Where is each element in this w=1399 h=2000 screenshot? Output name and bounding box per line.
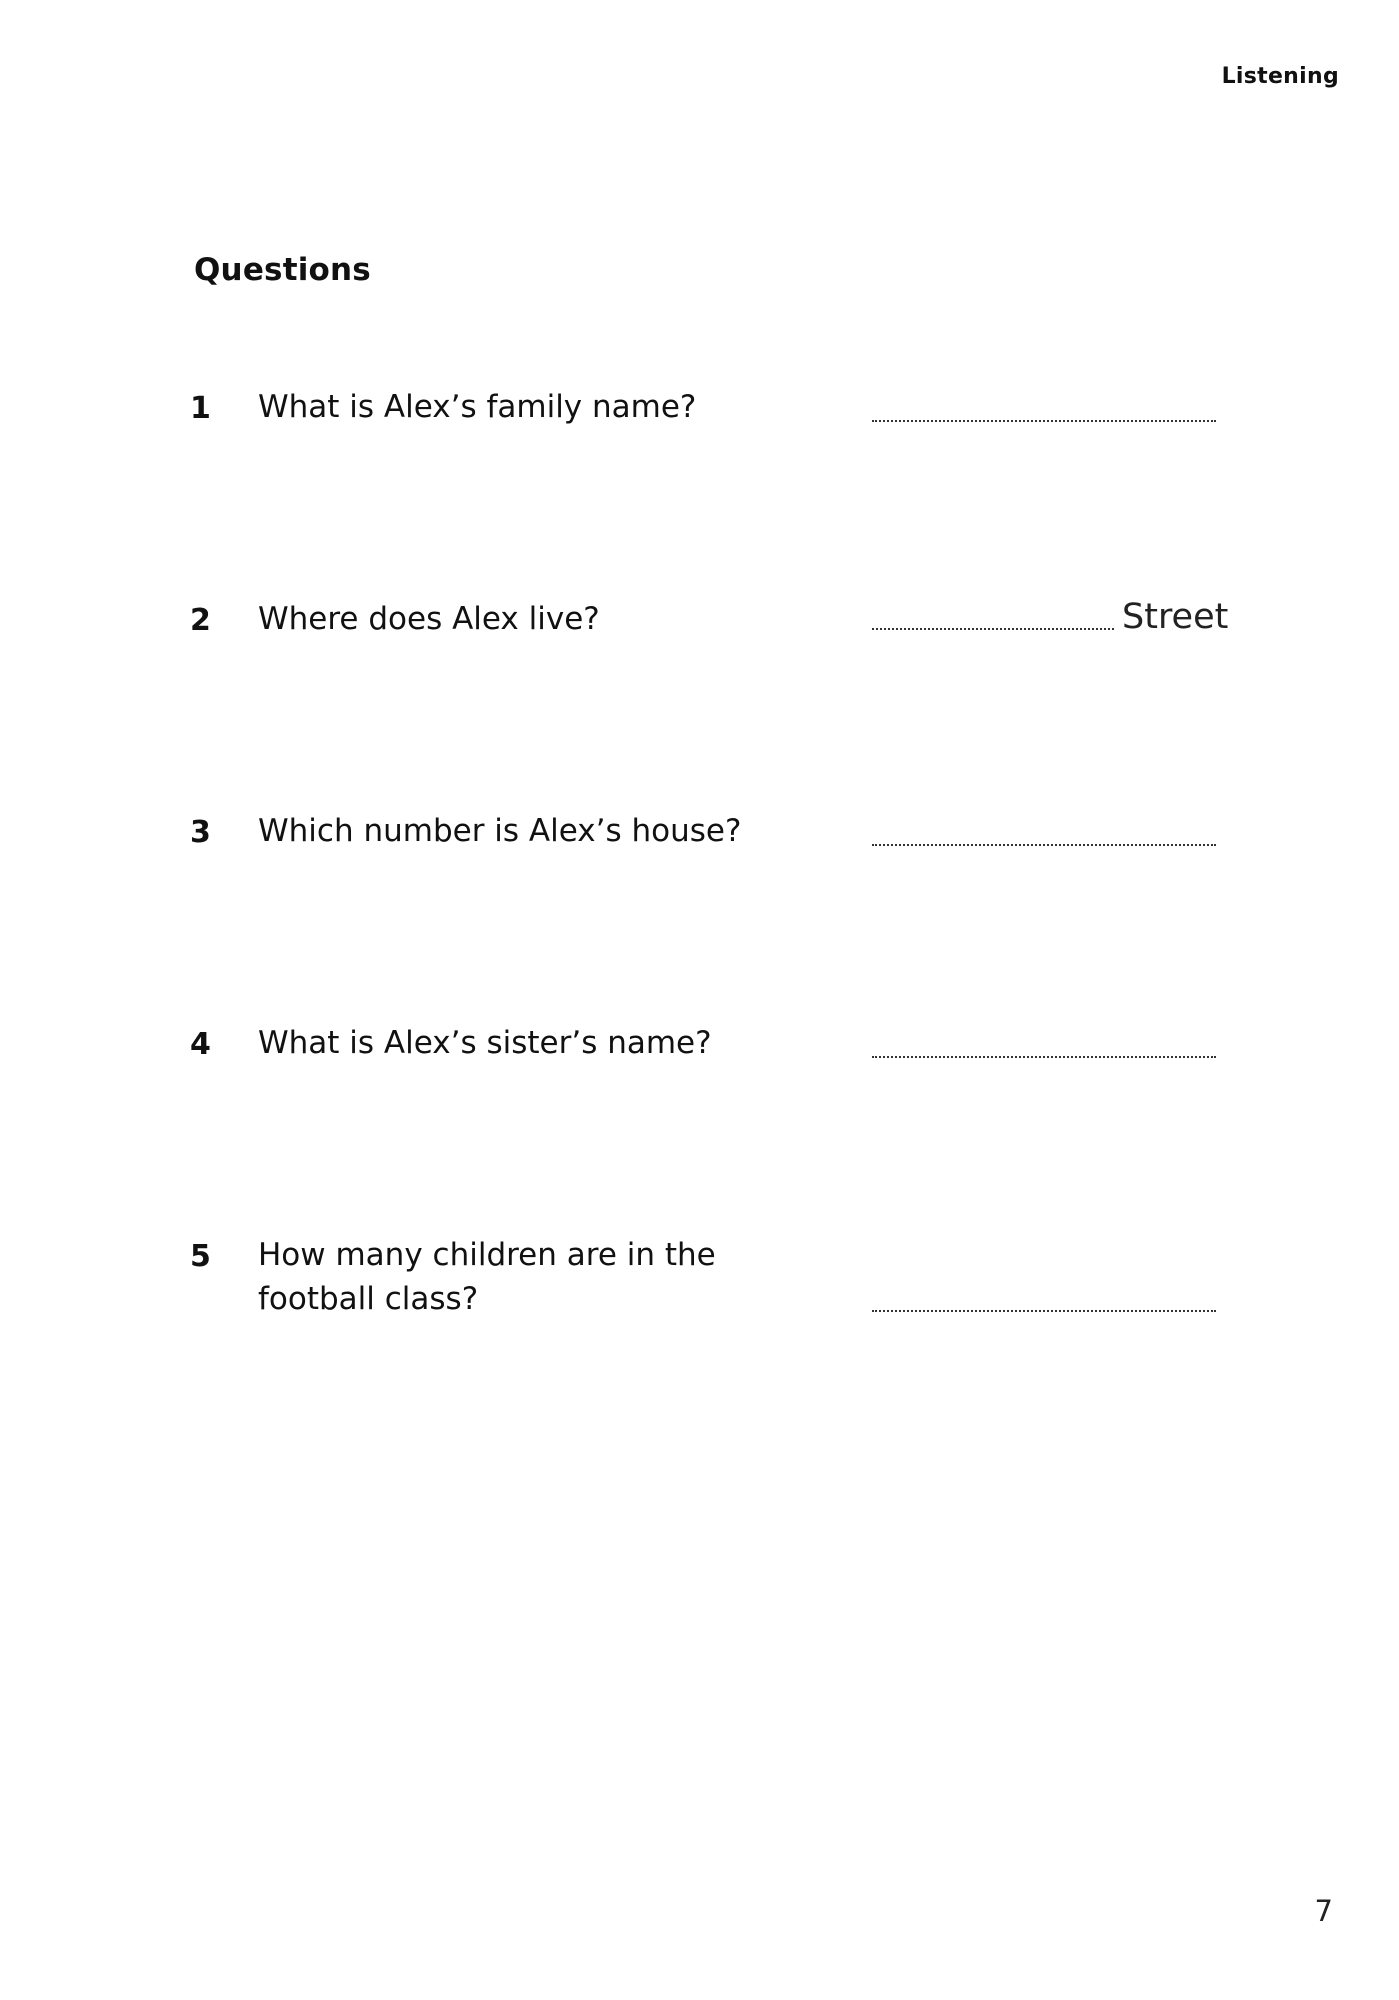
question-number: 5 (190, 1239, 211, 1274)
page-number: 7 (1314, 1894, 1333, 1928)
answer-field[interactable] (872, 597, 1232, 637)
question-number: 4 (190, 1027, 211, 1062)
answer-dotted-line (872, 628, 1114, 630)
question-text: What is Alex’s family name? (258, 389, 697, 425)
question-number: 3 (190, 815, 211, 850)
question-row (190, 815, 1230, 925)
question-text: What is Alex’s sister’s name? (258, 1025, 712, 1061)
answer-field[interactable] (872, 389, 1232, 429)
section-label: Listening (1221, 64, 1339, 89)
answer-field[interactable] (872, 813, 1232, 853)
question-row (190, 1239, 1230, 1359)
answer-dotted-line (872, 844, 1216, 846)
answer-dotted-line (872, 1310, 1216, 1312)
question-row (190, 597, 1230, 713)
answer-dotted-line (872, 1056, 1216, 1058)
question-text: How many children are in the football class? (258, 1237, 716, 1317)
answer-field[interactable] (872, 1025, 1232, 1065)
answer-suffix: Street (1122, 597, 1229, 637)
question-row (190, 391, 1230, 501)
question-text: Which number is Alex’s house? (258, 813, 742, 849)
question-text: Where does Alex live? (258, 601, 600, 637)
question-number: 1 (190, 391, 211, 426)
answer-field[interactable] (872, 1279, 1232, 1319)
answer-dotted-line (872, 420, 1216, 422)
question-row (190, 1027, 1230, 1137)
question-number: 2 (190, 603, 211, 638)
questions-heading: Questions (194, 252, 371, 288)
